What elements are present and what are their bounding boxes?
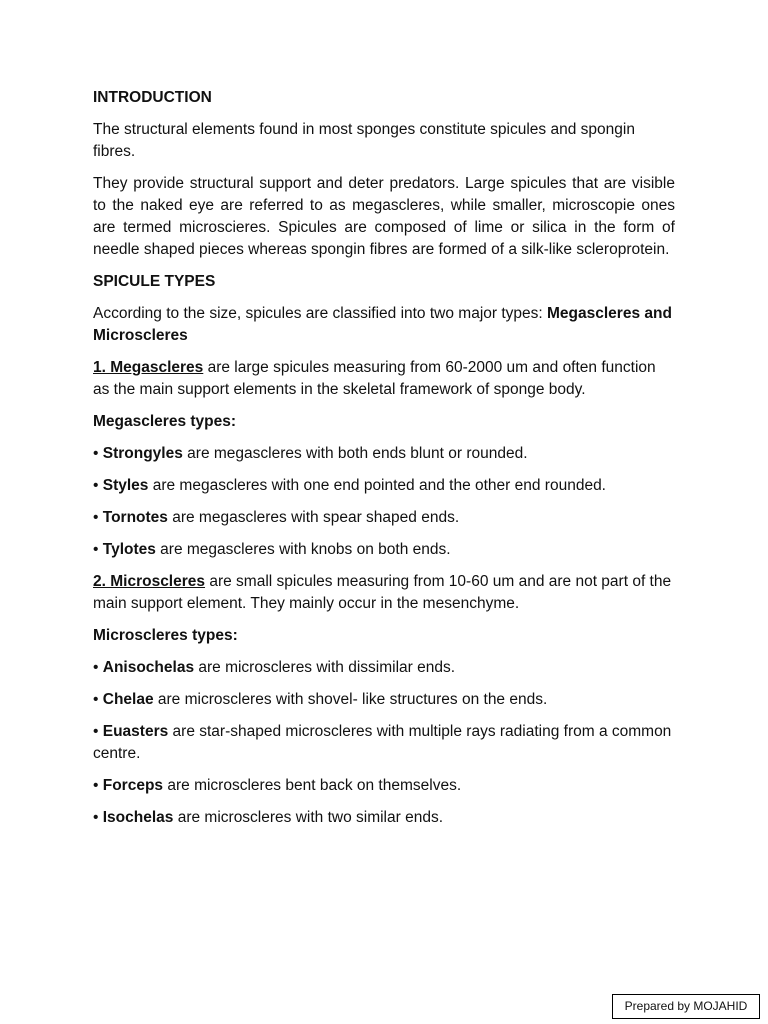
microscleres-lead: 2. Microscleres (93, 573, 206, 590)
spicule-types-heading: SPICULE TYPES (93, 273, 216, 290)
list-item-term: Forceps (102, 777, 164, 794)
bullet-icon: • (93, 477, 99, 494)
megascleres-lead: 1. Megascleres (93, 359, 204, 376)
list-item-term: Anisochelas (102, 659, 195, 676)
list-item-desc: are megascleres with knobs on both ends. (155, 541, 451, 558)
list-item (93, 657, 675, 679)
bullet-icon: • (93, 809, 99, 826)
megascleres-desc: are large spicules measuring from 60-2000 um and often function as the main support elements in the skeletal framework of sponge body. (93, 359, 656, 398)
intro-paragraph-1: The structural elements found in most sponges constitute spicules and spongin fibres. (93, 121, 635, 160)
list-item-term: Tornotes (102, 509, 168, 526)
bullet-icon: • (93, 541, 99, 558)
list-item (93, 539, 675, 561)
list-item-desc: are star-shaped microscleres with multiple rays radiating from a common centre. (93, 723, 672, 762)
bullet-icon: • (93, 777, 99, 794)
bullet-icon: • (93, 445, 99, 462)
prepared-by-footer: Prepared by MOJAHID (612, 994, 760, 1019)
bullet-icon: • (93, 691, 99, 708)
microscleres-types-heading: Microscleres types: (93, 627, 238, 644)
list-item (93, 807, 675, 829)
list-item-desc: are megascleres with one end pointed and the other end rounded. (148, 477, 606, 494)
list-item-desc: are megascleres with both ends blunt or rounded. (182, 445, 528, 462)
introduction-heading: INTRODUCTION (93, 89, 212, 106)
list-item (93, 507, 675, 529)
list-item-term: Chelae (102, 691, 154, 708)
microscleres-desc: are small spicules measuring from 10-60 um and are not part of the main support element. They mainly occur in the mesenchyme. (93, 573, 672, 612)
spicule-types-paragraph (93, 303, 675, 347)
bullet-icon: • (93, 509, 99, 526)
document-page (93, 87, 675, 839)
list-item-desc: are microscleres with shovel- like structures on the ends. (153, 691, 548, 708)
list-item-desc: are microscleres bent back on themselves. (163, 777, 462, 794)
list-item-term: Styles (102, 477, 149, 494)
spicule-types-text: According to the size, spicules are classified into two major types: (93, 305, 548, 322)
list-item (93, 721, 675, 765)
bullet-icon: • (93, 659, 99, 676)
list-item-term: Tylotes (102, 541, 156, 558)
intro-paragraph-2: They provide structural support and deter predators. Large spicules that are visible to the naked eye are referred to as megascleres, while smaller, microscopie ones are termed microscieres. Spicules are composed of lime or silica in the form of needle shaped pieces whereas spongin fibres are formed of a silk-like scleroprotein. (93, 175, 675, 258)
list-item-desc: are microscleres with two similar ends. (173, 809, 444, 826)
megascleres-paragraph (93, 357, 675, 401)
list-item-desc: are microscleres with dissimilar ends. (194, 659, 456, 676)
list-item (93, 775, 675, 797)
list-item-term: Euasters (102, 723, 169, 740)
list-item-term: Isochelas (102, 809, 174, 826)
list-item-term: Strongyles (102, 445, 183, 462)
list-item-desc: are megascleres with spear shaped ends. (167, 509, 460, 526)
bullet-icon: • (93, 723, 99, 740)
list-item (93, 475, 675, 497)
megascleres-types-heading: Megascleres types: (93, 413, 237, 430)
list-item (93, 443, 675, 465)
list-item (93, 689, 675, 711)
spicule-types-bold: Megascleres and Microscleres (93, 305, 672, 344)
microscleres-paragraph (93, 571, 675, 615)
